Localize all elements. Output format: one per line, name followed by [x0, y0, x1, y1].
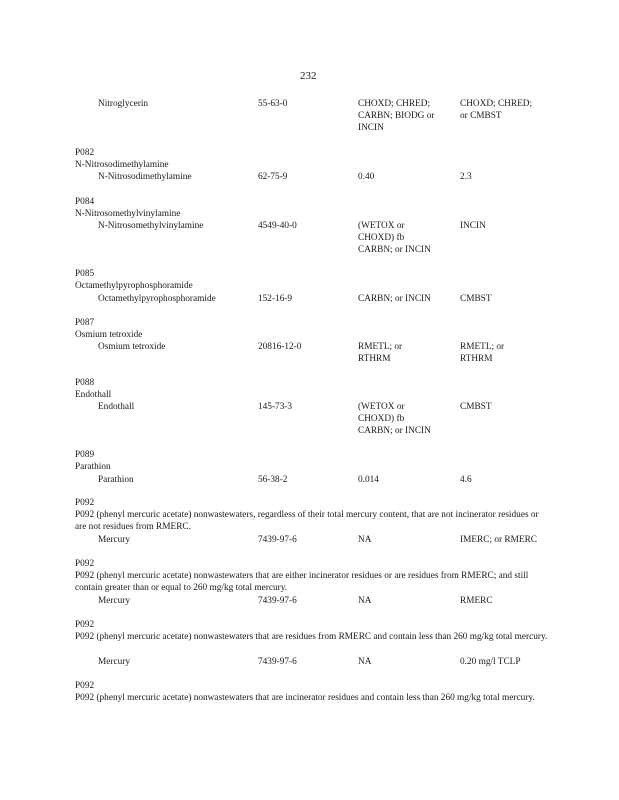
- constituent-name: Nitroglycerin: [98, 99, 149, 109]
- nonwastewater-standard: 0.014: [358, 475, 379, 485]
- cas-number: 56-38-2: [258, 475, 288, 485]
- waste-group-name: Parathion: [75, 462, 111, 472]
- nonwastewater-standard: (WETOX or CHOXD) fb CARBN; or INCIN: [358, 402, 431, 436]
- waste-code: P085: [75, 269, 95, 279]
- wastewater-standard: CHOXD; CHRED; or CMBST: [460, 99, 533, 121]
- waste-code: P089: [75, 450, 95, 460]
- nonwastewater-standard: NA: [358, 596, 372, 606]
- cas-number: 62-75-9: [258, 172, 288, 182]
- nonwastewater-standard: 0.40: [358, 172, 375, 182]
- waste-group-name: Endothall: [75, 390, 112, 400]
- constituent-name: N-Nitrosodimethylamine: [98, 172, 192, 182]
- nonwastewater-standard: CHOXD; CHRED; CARBN; BIODG or INCIN: [358, 99, 435, 133]
- cas-number: 20816-12-0: [258, 342, 302, 352]
- constituent-name: Mercury: [98, 535, 131, 545]
- waste-code: P088: [75, 378, 95, 388]
- waste-code: P082: [75, 148, 95, 158]
- cas-number: 152-16-9: [258, 294, 293, 304]
- waste-description: P092 (phenyl mercuric acetate) nonwastewaters that are residues from RMERC and contain less than 260 mg/kg total mercury.: [75, 632, 548, 642]
- nonwastewater-standard: RMETL; or RTHRM: [358, 342, 403, 364]
- waste-code: P087: [75, 318, 95, 328]
- nonwastewater-standard: CARBN; or INCIN: [358, 294, 431, 304]
- constituent-name: Endothall: [98, 402, 135, 412]
- wastewater-standard: CMBST: [460, 402, 492, 412]
- waste-description: P092 (phenyl mercuric acetate) nonwastewaters that are either incinerator residues or are residues from RMERC; and still contain greater than or equal to 260 mg/kg total mercury.: [75, 571, 529, 593]
- waste-group-name: N-Nitrosodimethylamine: [75, 160, 169, 170]
- nonwastewater-standard: NA: [358, 535, 372, 545]
- constituent-name: Mercury: [98, 657, 131, 667]
- wastewater-standard: 4.6: [460, 475, 472, 485]
- cas-number: 7439-97-6: [258, 596, 297, 606]
- waste-code: P092: [75, 681, 95, 691]
- page-number: 232: [300, 70, 317, 82]
- waste-code: P092: [75, 498, 95, 508]
- waste-description: P092 (phenyl mercuric acetate) nonwastewaters, regardless of their total mercury content, that are not incinerator residues or are not residues from RMERC.: [75, 510, 539, 532]
- wastewater-standard: 2.3: [460, 172, 472, 182]
- waste-code: P092: [75, 620, 95, 630]
- wastewater-standard: CMBST: [460, 294, 492, 304]
- constituent-name: Osmium tetroxide: [98, 342, 166, 352]
- constituent-name: Mercury: [98, 596, 131, 606]
- nonwastewater-standard: (WETOX or CHOXD) fb CARBN; or INCIN: [358, 221, 431, 255]
- wastewater-standard: RMERC: [460, 596, 493, 606]
- waste-group-name: N-Nitrosomethylvinylamine: [75, 209, 181, 219]
- wastewater-standard: RMETL; or RTHRM: [460, 342, 505, 364]
- wastewater-standard: 0.20 mg/l TCLP: [460, 657, 521, 667]
- wastewater-standard: IMERC; or RMERC: [460, 535, 537, 545]
- constituent-name: Octamethylpyrophosphoramide: [98, 294, 216, 304]
- cas-number: 7439-97-6: [258, 535, 297, 545]
- cas-number: 145-73-3: [258, 402, 293, 412]
- constituent-name: N-Nitrosomethylvinylamine: [98, 221, 204, 231]
- wastewater-standard: INCIN: [460, 221, 486, 231]
- waste-code: P092: [75, 559, 95, 569]
- constituent-name: Parathion: [98, 475, 134, 485]
- nonwastewater-standard: NA: [358, 657, 372, 667]
- cas-number: 7439-97-6: [258, 657, 297, 667]
- waste-description: P092 (phenyl mercuric acetate) nonwastewaters that are incinerator residues and contain less than 260 mg/kg total mercury.: [75, 693, 535, 703]
- cas-number: 4549-40-0: [258, 221, 297, 231]
- waste-code: P084: [75, 197, 95, 207]
- waste-group-name: Octamethylpyrophosphoramide: [75, 281, 193, 291]
- cas-number: 55-63-0: [258, 99, 288, 109]
- waste-group-name: Osmium tetroxide: [75, 330, 143, 340]
